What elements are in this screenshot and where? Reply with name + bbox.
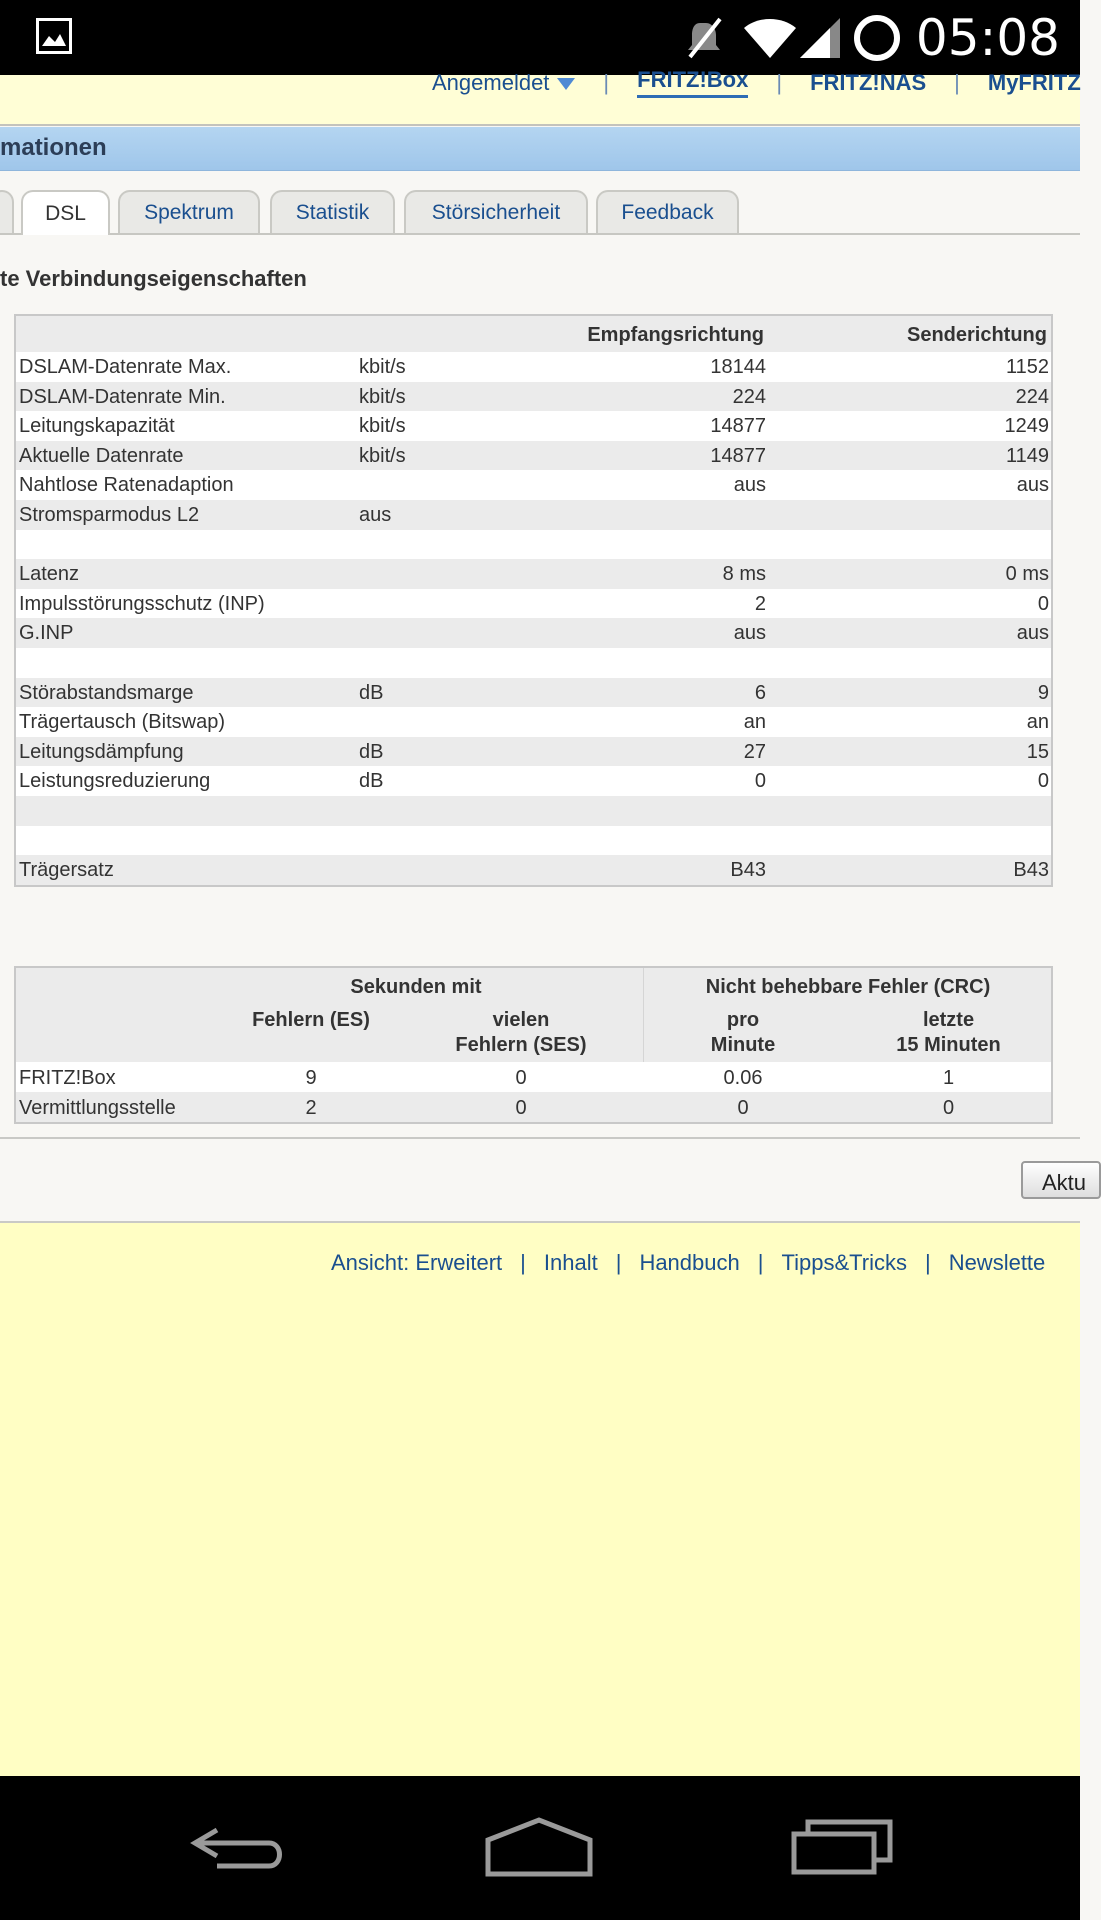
table-row (16, 855, 1051, 885)
signal-icon (798, 16, 842, 60)
top-navigation: Angemeldet | FRITZ!Box | FRITZ!NAS | MyFRITZ (0, 75, 1080, 125)
tab-previous[interactable] (0, 190, 14, 233)
row-label: Leistungsreduzierung (19, 770, 211, 793)
row-up-value: aus (1016, 622, 1049, 645)
tab-dsl[interactable]: DSL (21, 190, 110, 235)
row-unit: kbit/s (359, 415, 406, 438)
dropdown-caret-icon (557, 78, 575, 90)
nav-fritznas[interactable]: FRITZ!NAS (810, 69, 927, 95)
row-down-value: 27 (743, 740, 766, 763)
wifi-icon (742, 16, 798, 60)
error-value-es: 9 (305, 1067, 317, 1089)
tab-stoersicherheit[interactable]: Störsicherheit (404, 190, 588, 233)
sync-icon (852, 13, 902, 63)
row-down-value: 14877 (710, 415, 766, 438)
error-row-label: Vermittlungsstelle (19, 1097, 176, 1119)
error-value-ses: 0 (515, 1067, 527, 1089)
table-row (16, 618, 1051, 648)
table-row (16, 441, 1051, 471)
page-title-bar (0, 127, 1080, 171)
row-label: Stromsparmodus L2 (19, 503, 200, 526)
row-unit: dB (359, 770, 384, 793)
status-bar (0, 0, 1080, 75)
tab-feedback[interactable]: Feedback (596, 190, 739, 233)
error-value-per-min: 0 (737, 1097, 749, 1119)
table-row (16, 530, 1051, 560)
mute-icon (680, 13, 730, 63)
row-up-value: 224 (1015, 385, 1049, 408)
error-value-last15: 1 (942, 1067, 955, 1089)
table-row (16, 766, 1051, 796)
row-unit: kbit/s (359, 385, 406, 408)
row-label: Nahtlose Ratenadaption (19, 474, 234, 497)
refresh-button[interactable]: Aktu (1021, 1161, 1101, 1199)
row-up-value: 1149 (1005, 444, 1049, 467)
row-down-value: 6 (754, 681, 766, 704)
row-up-value: 0 (1037, 592, 1049, 615)
footer: Ansicht: Erweitert | Inhalt | Handbuch | Tipps&Tricks | Newslette (0, 1223, 1080, 1776)
row-down-value: 14877 (710, 444, 766, 467)
error-value-last15: 0 (942, 1097, 955, 1119)
table-row (16, 648, 1051, 678)
error-row-label: FRITZ!Box (19, 1067, 116, 1089)
footer-link-tips[interactable]: Tipps&Tricks (781, 1250, 907, 1275)
back-icon[interactable] (187, 1816, 293, 1878)
row-up-value: an (1026, 711, 1049, 734)
row-label: Trägertausch (Bitswap) (19, 711, 225, 734)
tab-spektrum[interactable]: Spektrum (118, 190, 260, 233)
row-label: G.INP (19, 622, 74, 645)
col-ses: vielen Fehlern (SES) (455, 1009, 587, 1056)
row-down-value: 224 (732, 385, 766, 408)
row-unit: dB (359, 740, 384, 763)
table-row (16, 796, 1051, 826)
clock: 05:08 (915, 8, 1060, 67)
row-down-value: aus (733, 622, 766, 645)
home-icon[interactable] (484, 1816, 594, 1878)
row-label: DSLAM-Datenrate Max. (19, 356, 232, 378)
row-label: DSLAM-Datenrate Min. (19, 385, 226, 408)
table-header (16, 316, 1051, 352)
row-label: Trägersatz (19, 859, 114, 882)
row-unit: dB (359, 681, 384, 704)
footer-link-contents[interactable]: Inhalt (543, 1250, 598, 1275)
header-down: Empfangsrichtung (587, 324, 764, 346)
error-table-header (16, 968, 1051, 1062)
table-row (16, 678, 1051, 708)
connection-properties-table (14, 314, 1053, 887)
table-row (16, 737, 1051, 767)
recent-apps-icon[interactable] (790, 1816, 896, 1878)
table-row (16, 707, 1051, 737)
android-navigation-bar (0, 1776, 1080, 1920)
row-label: Störabstandsmarge (19, 681, 194, 704)
login-menu[interactable]: Angemeldet (432, 70, 575, 96)
table-row (16, 826, 1051, 856)
error-table (14, 966, 1053, 1124)
table-row (16, 352, 1051, 382)
error-value-per-min: 0.06 (723, 1067, 763, 1089)
row-unit: aus (359, 503, 392, 526)
row-label: Latenz (19, 563, 80, 586)
row-down-value: 0 (754, 770, 766, 793)
table-row (16, 559, 1051, 589)
error-value-es: 2 (305, 1097, 317, 1119)
row-up-value: 1152 (1005, 356, 1049, 378)
table-row (16, 470, 1051, 500)
tab-statistik[interactable]: Statistik (270, 190, 395, 233)
tab-bar (0, 190, 1080, 235)
col-last-15: letzte 15 Minuten (896, 1009, 1001, 1056)
row-down-value: 18144 (710, 356, 766, 378)
row-down-value: an (743, 711, 766, 734)
nav-fritzbox[interactable]: FRITZ!Box (637, 67, 748, 98)
table-row (16, 500, 1051, 530)
footer-link-view[interactable]: Ansicht: Erweitert (331, 1250, 503, 1275)
row-unit: kbit/s (359, 356, 406, 378)
col-es: Fehlern (ES) (252, 1009, 370, 1031)
col-per-minute: pro Minute (710, 1009, 776, 1056)
row-label: Impulsstörungsschutz (INP) (19, 592, 265, 615)
error-value-ses: 0 (515, 1097, 527, 1119)
row-up-value: 0 (1037, 770, 1049, 793)
nav-myfritz[interactable]: MyFRITZ (987, 69, 1081, 95)
row-down-value: 8 ms (722, 563, 766, 586)
row-up-value: 0 ms (1005, 563, 1049, 586)
row-up-value: B43 (1013, 859, 1049, 882)
table-row (16, 589, 1051, 619)
table-row (16, 382, 1051, 412)
group-seconds: Sekunden mit (350, 976, 482, 998)
row-up-value: aus (1016, 474, 1049, 497)
row-down-value: B43 (730, 859, 766, 882)
row-unit: kbit/s (359, 444, 406, 467)
row-down-value: aus (733, 474, 766, 497)
row-up-value: 15 (1026, 740, 1049, 763)
footer-link-newsletter[interactable]: Newslette (948, 1250, 1046, 1275)
group-crc: Nicht behebbare Fehler (CRC) (705, 976, 991, 998)
error-row (16, 1092, 1051, 1122)
gallery-icon (36, 18, 72, 54)
page-title: mationen (0, 134, 107, 161)
error-row (16, 1062, 1051, 1092)
row-label: Aktuelle Datenrate (19, 444, 184, 467)
row-up-value: 1249 (1004, 415, 1049, 438)
row-up-value: 9 (1037, 681, 1049, 704)
row-label: Leitungsdämpfung (19, 740, 184, 763)
header-up: Senderichtung (906, 324, 1047, 346)
table-row (16, 411, 1051, 441)
row-down-value: 2 (754, 592, 766, 615)
row-label: Leitungskapazität (19, 415, 175, 438)
footer-link-manual[interactable]: Handbuch (639, 1250, 740, 1275)
section-title: te Verbindungseigenschaften (0, 266, 307, 291)
